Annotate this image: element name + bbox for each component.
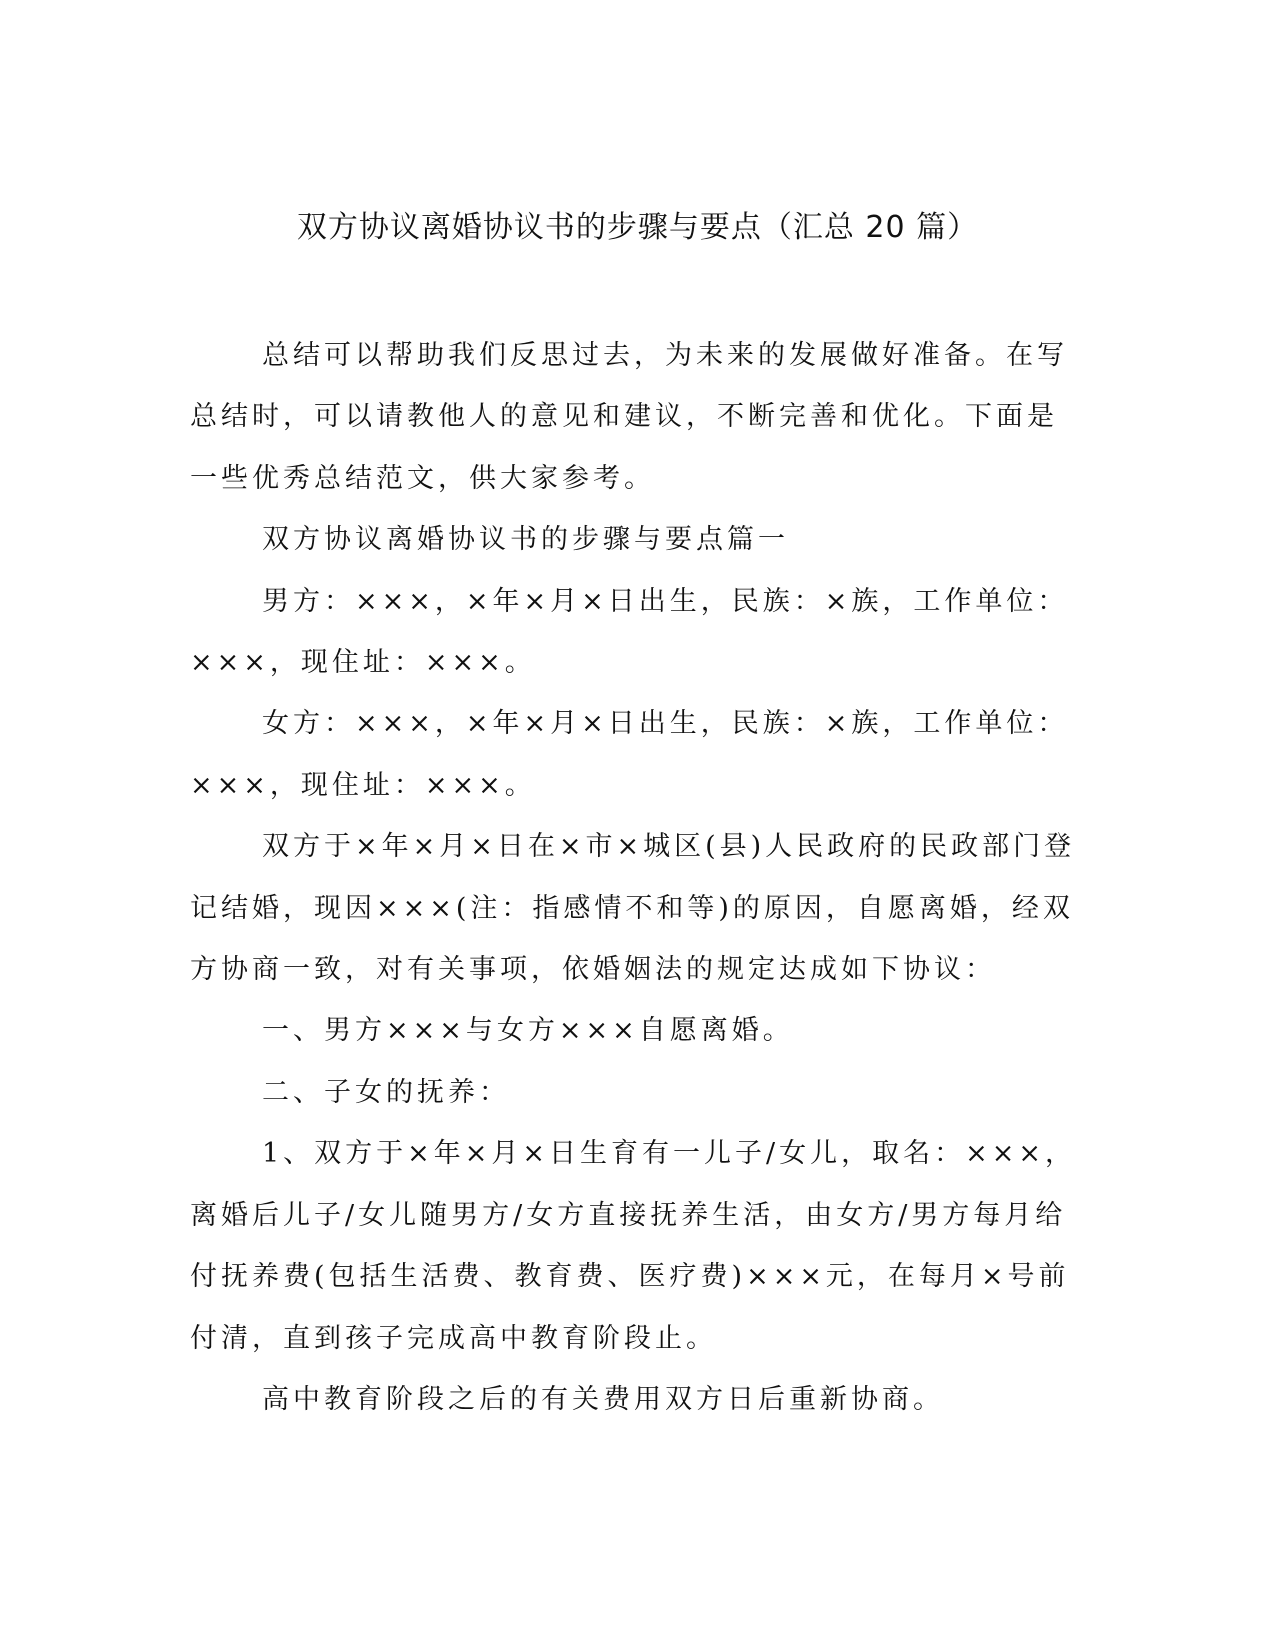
document-body — [190, 325, 1080, 1430]
paragraph-clause-2: 二、子女的抚养： — [262, 1076, 510, 1108]
paragraph-female-party: 女方：×××，×年×月×日出生，民族：×族，工作单位：×××，现住址：×××。 — [190, 708, 1069, 801]
paragraph-intro: 总结可以帮助我们反思过去，为未来的发展做好准备。在写总结时，可以请教他人的意见和建议，不断完善和优化。下面是一些优秀总结范文，供大家参考。 — [190, 340, 1068, 494]
paragraph-male-party: 男方：×××，×年×月×日出生，民族：×族，工作单位：×××，现住址：×××。 — [190, 585, 1069, 679]
paragraph-later-expenses: 高中教育阶段之后的有关费用双方日后重新协商。 — [262, 1383, 944, 1415]
paragraph-clause-1: 一、男方×××与女方×××自愿离婚。 — [262, 1015, 794, 1047]
paragraph-section-heading: 双方协议离婚协议书的步骤与要点篇一 — [262, 524, 789, 556]
document-title: 双方协议离婚协议书的步骤与要点（汇总 20 篇） — [296, 210, 979, 245]
paragraph-child-support: 1、双方于×年×月×日生育有一儿子/女儿，取名：×××，离婚后儿子/女儿随男方/女方直接抚养生活，由女方/男方每月给付抚养费(包括生活费、教育费、医疗费)×××元，在每月×号前付清，直到孩子完成高中教育阶段止。 — [190, 1138, 1077, 1354]
paragraph-marriage-registration: 双方于×年×月×日在×市×城区(县)人民政府的民政部门登记结婚，现因×××(注：指感情不和等)的原因，自愿离婚，经双方协商一致，对有关事项，依婚姻法的规定达成如下协议： — [190, 831, 1076, 986]
